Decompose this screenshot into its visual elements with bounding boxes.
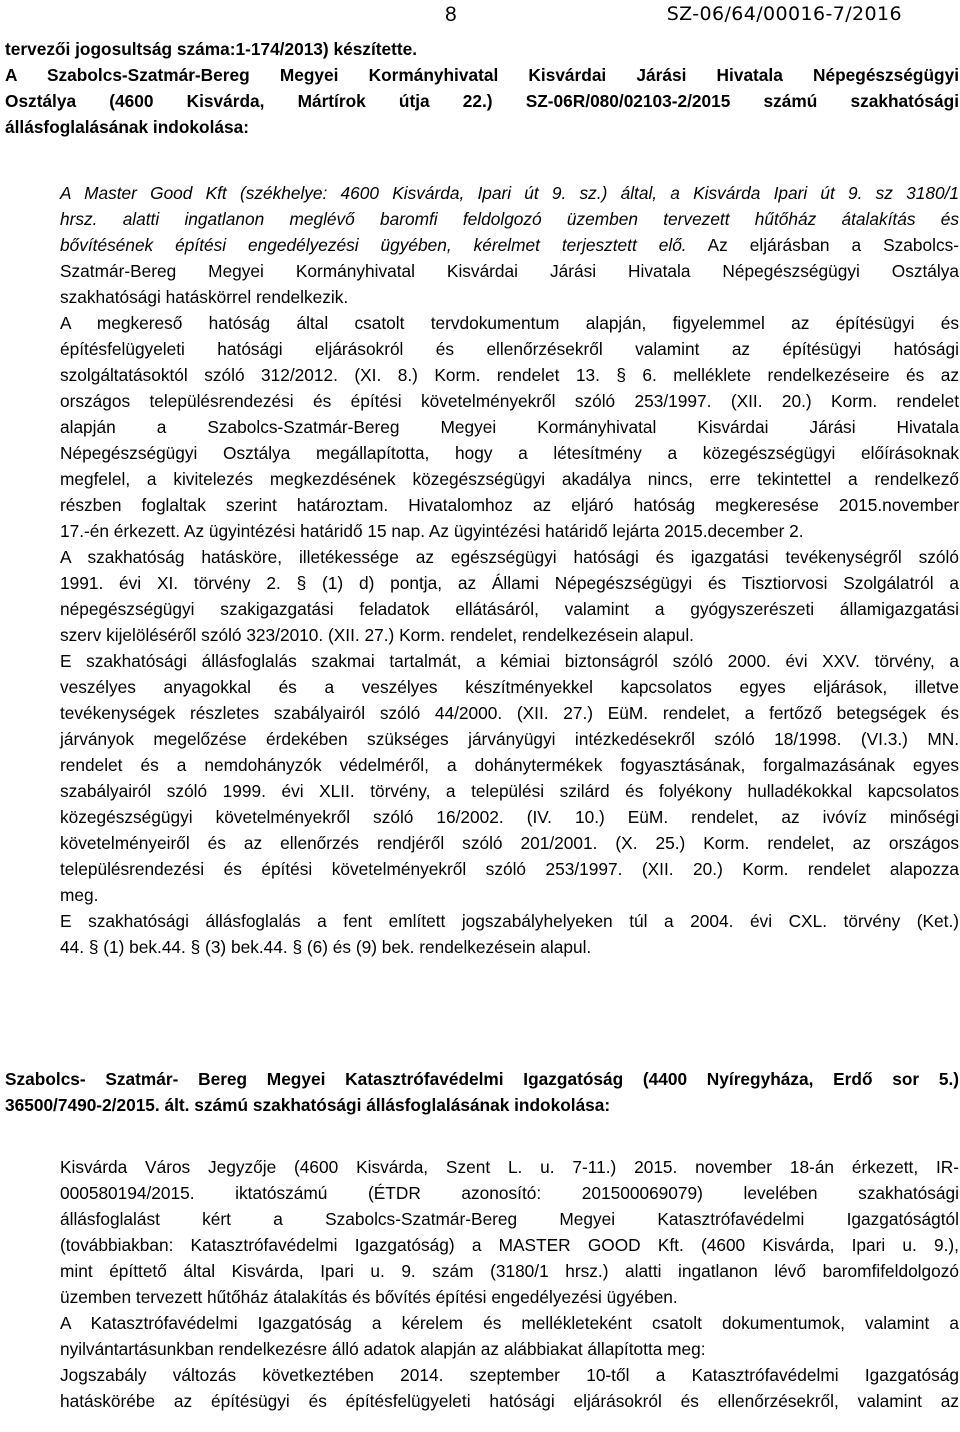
body-line: tevékenységek részletes szabályairól szóló 44/2000. (XII. 27.) EüM. rendelet, a fertőző betegségek és xyxy=(60,703,959,723)
intro-line: A Szabolcs-Szatmár-Bereg Megyei Kormányhivatal Kisvárdai Járási Hivatala Népegészségügyi xyxy=(5,65,959,85)
body-line: 1991. évi XI. törvény 2. § (1) d) pontja, az Állami Népegészségügyi és Tisztiorvosi Szolgálatról a xyxy=(60,573,959,593)
intro-line: tervezői jogosultság száma:1-174/2013) készítette. xyxy=(5,39,418,59)
document-reference: SZ-06/64/00016-7/2016 xyxy=(666,3,902,25)
body-line: E szakhatósági állásfoglalás szakmai tartalmát, a kémiai biztonságról szóló 2000. évi XXV. törvény, a xyxy=(60,651,959,671)
page-number: 8 xyxy=(445,3,457,26)
body-line: rendelet és a nemdohányzók védelméről, a dohánytermékek fogyasztásának, forgalmazásának egyes xyxy=(60,755,959,775)
body-line: E szakhatósági állásfoglalás a fent említett jogszabályhelyeken túl a 2004. évi CXL. törvény (Ket.) xyxy=(60,911,959,931)
body-line: üzemben tervezett hűtőház átalakítás és bővítés építési engedélyezési ügyében. xyxy=(60,1287,678,1307)
body-line: nyilvántartásunkban rendelkezésre álló adatok alapján az alábbiakat állapította meg: xyxy=(60,1339,706,1359)
body-line: szerv kijelöléséről szóló 323/2010. (XII. 27.) Korm. rendelet, rendelkezésein alapul. xyxy=(60,625,694,645)
body-line: népegészségügyi szakigazgatási feladatok ellátásáról, valamint a gyógyszerészeti államigazgatási xyxy=(60,599,959,619)
heading-line: 36500/7490-2/2015. ált. számú szakhatósági állásfoglalásának indokolása: xyxy=(5,1095,611,1115)
intro-line: állásfoglalásának indokolása: xyxy=(5,117,249,137)
body-line: Kisvárda Város Jegyzője (4600 Kisvárda, Szent L. u. 7-11.) 2015. november 18-án érkezett, IR- xyxy=(60,1157,959,1177)
body-line: követelményeiről és az ellenőrzés rendjéről szóló 201/2001. (X. 25.) Korm. rendelet, az országos xyxy=(60,833,959,853)
page-header xyxy=(0,0,960,30)
body-line: A megkereső hatóság által csatolt tervdokumentum alapján, figyelemmel az építésügyi és xyxy=(60,313,959,333)
body-line: járványok megelőzése érdekében szükséges járványügyi intézkedésekről szóló 18/1998. (VI.3.) MN. xyxy=(60,729,959,749)
body-line: A szakhatóság hatásköre, illetékessége az egészségügyi hatósági és igazgatási tevékenységről szóló xyxy=(60,547,959,567)
body-line-italic-part: bővítésének építési engedélyezési ügyében, kérelmet terjesztett elő. xyxy=(60,235,687,255)
body-line: hrsz. alatti ingatlanon meglévő baromfi feldolgozó üzemben tervezett hűtőház átalakítás és xyxy=(60,209,959,229)
body-line: 44. § (1) bek.44. § (3) bek.44. § (6) és (9) bek. rendelkezésein alapul. xyxy=(60,937,592,957)
body-line: Szatmár-Bereg Megyei Kormányhivatal Kisvárdai Járási Hivatala Népegészségügyi Osztálya xyxy=(60,261,959,281)
body-line: Népegészségügyi Osztálya megállapította, hogy a létesítmény a közegészségügyi előírásoknak xyxy=(60,443,959,463)
body-line: közegészségügyi követelményekről szóló 16/2002. (IV. 10.) EüM. rendelet, az ivóvíz minőségi xyxy=(60,807,959,827)
body-line: megfelel, a kivitelezés megkezdésének közegészségügyi akadálya nincs, erre tekintettel a rendelkező xyxy=(60,469,959,489)
body-line: mint építtető által Kisvárda, Ipari u. 9. szám (3180/1 hrsz.) alatti ingatlanon lévő baromfifeldolgozó xyxy=(60,1261,959,1281)
body-line: A Master Good Kft (székhelye: 4600 Kisvárda, Ipari út 9. sz.) által, a Kisvárda Ipari út 9. sz 3180/1 xyxy=(60,183,959,203)
intro-line: Osztálya (4600 Kisvárda, Mártírok útja 22.) SZ-06R/080/02103-2/2015 számú szakhatósági xyxy=(5,91,959,111)
body-line xyxy=(60,232,959,258)
body-line: hatáskörébe az építésügyi és építésfelügyeleti hatósági eljárásokról és ellenőrzésekről, valamint az xyxy=(60,1391,959,1411)
body-line: országos településrendezési és építési követelményekről szóló 253/1997. (XII. 20.) Korm. rendelet xyxy=(60,391,959,411)
body-line: 000580194/2015. iktatószámú (ÉTDR azonosító: 201500069079) levelében szakhatósági xyxy=(60,1183,959,1203)
body-line: meg. xyxy=(60,885,99,905)
section1-body xyxy=(60,180,959,960)
heading-line: Szabolcs- Szatmár- Bereg Megyei Katasztrófavédelmi Igazgatóság (4400 Nyíregyháza, Erdő sor 5.) xyxy=(5,1069,959,1089)
body-line: 17.-én érkezett. Az ügyintézési határidő 15 nap. Az ügyintézési határidő lejárta 2015.december 2. xyxy=(60,521,804,541)
body-line: szolgáltatásoktól szóló 312/2012. (XI. 8.) Korm. rendelet 13. § 6. melléklete rendelkezéseire és az xyxy=(60,365,959,385)
body-line: veszélyes anyagokkal és a veszélyes készítményekkel kapcsolatos egyes eljárások, illetve xyxy=(60,677,959,697)
body-line: A Katasztrófavédelmi Igazgatóság a kérelem és mellékleteként csatolt dokumentumok, valamint a xyxy=(60,1313,959,1333)
body-line: településrendezési és építési követelményekről szóló 253/1997. (XII. 20.) Korm. rendelet alapozza xyxy=(60,859,959,879)
body-line-tail: Az eljárásban a Szabolcs- xyxy=(707,235,959,255)
section2-heading xyxy=(5,1066,959,1118)
intro-paragraph xyxy=(5,36,959,140)
body-line: építésfelügyeleti hatósági eljárásokról és ellenőrzésekről valamint az építésügyi hatósági xyxy=(60,339,959,359)
body-line: alapján a Szabolcs-Szatmár-Bereg Megyei Kormányhivatal Kisvárdai Járási Hivatala xyxy=(60,417,959,437)
section2-body xyxy=(60,1154,959,1414)
body-line: (továbbiakban: Katasztrófavédelmi Igazgatóság) a MASTER GOOD Kft. (4600 Kisvárda, Ipari u. 9.), xyxy=(60,1235,959,1255)
body-line: állásfoglalást kért a Szabolcs-Szatmár-Bereg Megyei Katasztrófavédelmi Igazgatóságtól xyxy=(60,1209,959,1229)
body-line: Jogszabály változás következtében 2014. szeptember 10-től a Katasztrófavédelmi Igazgatóság xyxy=(60,1365,959,1385)
body-line: szakhatósági hatáskörrel rendelkezik. xyxy=(60,287,349,307)
body-line: szabályairól szóló 1999. évi XLII. törvény, a települési szilárd és folyékony hulladékokkal kapcsolatos xyxy=(60,781,959,801)
body-line: részben foglaltak szerint határoztam. Hivatalomhoz az eljáró hatóság megkeresése 2015.november xyxy=(60,495,959,515)
